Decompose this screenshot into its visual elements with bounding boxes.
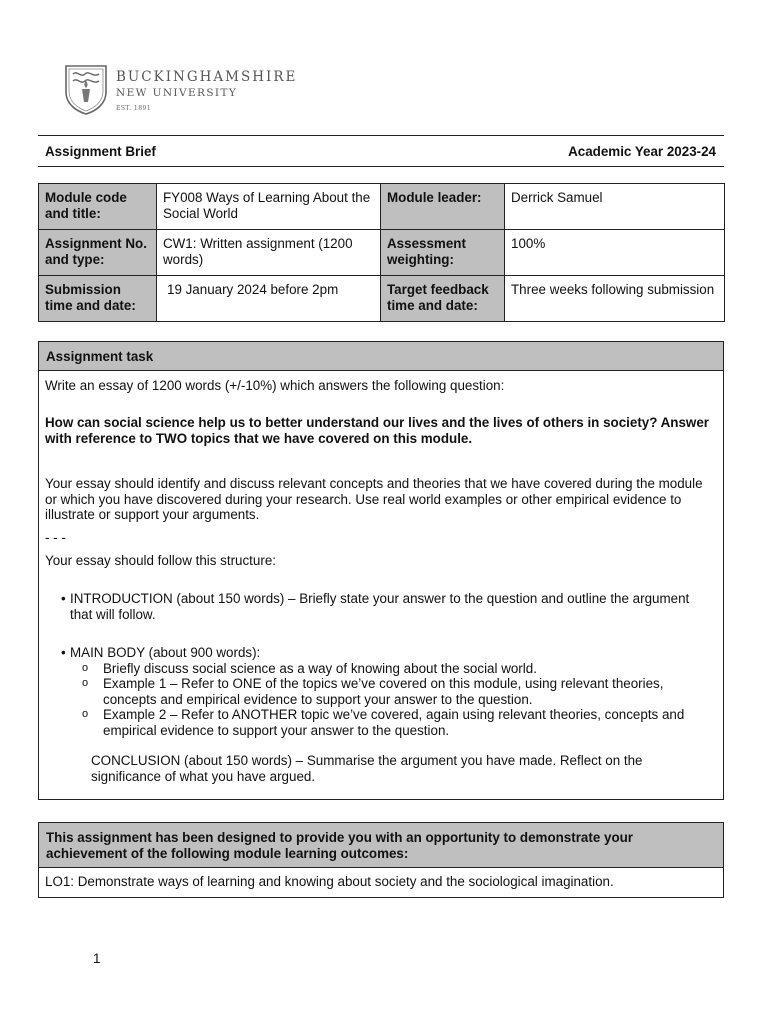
module-code-label: Module code and title: [39, 184, 157, 230]
submission-value: 19 January 2024 before 2pm [157, 276, 381, 322]
learning-outcomes-header: This assignment has been designed to provide you with an opportunity to demonstrate your achievement of the following module learning outcomes: [39, 823, 723, 868]
weighting-value: 100% [505, 230, 725, 276]
assignment-info-table [38, 183, 725, 322]
module-leader-label: Module leader: [381, 184, 505, 230]
bullet-main-body: MAIN BODY (about 900 words): [70, 645, 261, 660]
main-body-point-1: Briefly discuss social science as a way of knowing about the social world. [103, 661, 537, 676]
submission-label: Submission time and date: [39, 276, 157, 322]
task-header: Assignment task [39, 342, 723, 371]
main-body-point-3: Example 2 – Refer to ANOTHER topic we’ve covered, again using relevant theories, concepts and empirical evidence to support your answer to the question. [103, 707, 685, 738]
learning-outcomes-box [38, 822, 724, 898]
conclusion-text: CONCLUSION (about 150 words) – Summarise the argument you have made. Reflect on the significance of what you have argued. [91, 753, 643, 784]
feedback-label: Target feedback time and date: [381, 276, 505, 322]
circle-bullet-icon: o [82, 677, 89, 689]
circle-bullet-icon: o [82, 662, 89, 674]
main-body-point-2: Example 1 – Refer to ONE of the topics we’ve covered on this module, using relevant theories, concepts and empirical evidence to support your answer to the question. [103, 676, 664, 707]
bullet-introduction: INTRODUCTION (about 150 words) – Briefly state your answer to the question and outline the argument that will follow. [70, 591, 690, 622]
task-intro: Write an essay of 1200 words (+/-10%) which answers the following question: [45, 378, 505, 393]
academic-year: Academic Year 2023-24 [568, 144, 716, 159]
university-name: BUCKINGHAMSHIRE [116, 69, 298, 85]
structure-intro: Your essay should follow this structure: [45, 553, 276, 568]
table-row [39, 184, 725, 230]
brief-header-bar [38, 135, 724, 167]
established-year: EST. 1891 [116, 105, 152, 112]
assignment-task-box [38, 341, 724, 800]
crest-icon [64, 64, 108, 116]
module-leader-value: Derrick Samuel [505, 184, 725, 230]
page-number: 1 [93, 951, 101, 966]
weighting-label: Assessment weighting: [381, 230, 505, 276]
table-row [39, 276, 725, 322]
assignment-label: Assignment No. and type: [39, 230, 157, 276]
module-code-value: FY008 Ways of Learning About the Social World [157, 184, 381, 230]
essay-question: How can social science help us to better understand our lives and the lives of others in society? Answer with reference to TWO topics that we have covered on this module. [45, 415, 710, 446]
assignment-value: CW1: Written assignment (1200 words) [157, 230, 381, 276]
table-row [39, 230, 725, 276]
bullet-icon: • [61, 645, 66, 660]
circle-bullet-icon: o [82, 708, 89, 720]
university-subname: NEW UNIVERSITY [116, 87, 238, 99]
brief-title: Assignment Brief [45, 144, 156, 159]
feedback-value: Three weeks following submission [505, 276, 725, 322]
university-logo [64, 64, 304, 116]
bullet-icon: • [61, 591, 66, 606]
learning-outcome-1: LO1: Demonstrate ways of learning and knowing about society and the sociological imagination. [45, 874, 614, 889]
separator-text: - - - [45, 530, 66, 545]
task-guidance: Your essay should identify and discuss relevant concepts and theories that we have covered during the module or which you have discovered during your research. Use real world examples or other empirical evidence to illustrate or support your arguments. [45, 476, 703, 523]
